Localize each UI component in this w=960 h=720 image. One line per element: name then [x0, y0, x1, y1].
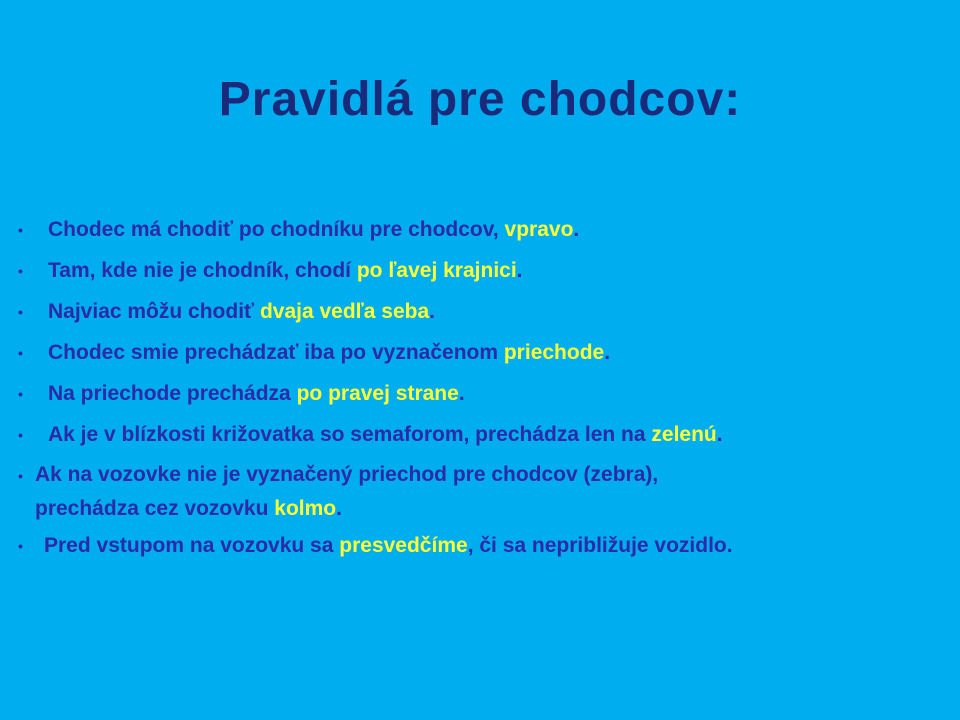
bullet-highlight: po pravej strane	[296, 382, 459, 405]
bullet-dot-icon: •	[18, 345, 23, 361]
bullet-dot-icon: •	[18, 386, 23, 402]
bullet-text-end: , či sa nepribližuje vozidlo.	[467, 534, 733, 557]
bullet-text-part: Tam, kde nie je chodník, chodí	[48, 259, 357, 282]
bullet-text	[44, 528, 733, 564]
bullet-highlight: zelenú	[651, 423, 717, 446]
bullet-item-2	[18, 253, 523, 289]
bullet-text	[48, 417, 723, 453]
bullet-text-part: Najviac môžu chodiť	[48, 300, 260, 323]
bullet-dot-icon: •	[18, 222, 23, 238]
bullet-text-line1: Ak na vozovke nie je vyznačený priechod pre chodcov (zebra),	[35, 463, 659, 486]
bullet-text-part: Chodec smie prechádzať iba po vyznačenom	[48, 341, 504, 364]
bullet-item-7	[18, 458, 658, 526]
bullet-highlight: vpravo	[504, 218, 574, 241]
bullet-dot-icon: •	[18, 538, 23, 554]
bullet-dot-icon: •	[18, 427, 23, 443]
bullet-text-end: .	[516, 259, 523, 282]
bullet-item-8	[18, 528, 733, 564]
bullet-item-5	[18, 376, 465, 412]
bullet-text-part: Pred vstupom na vozovku sa	[44, 534, 340, 557]
bullet-text-part: prechádza cez vozovku	[35, 497, 275, 520]
bullet-text-line2	[35, 492, 658, 526]
bullet-text	[48, 294, 435, 330]
bullet-highlight: priechode	[503, 341, 605, 364]
bullet-text	[48, 253, 523, 289]
bullet-text-part: Chodec má chodiť po chodníku pre chodcov,	[48, 218, 505, 241]
bullet-item-4	[18, 335, 610, 371]
bullet-text-end: .	[336, 497, 342, 520]
bullet-text	[48, 335, 610, 371]
slide-title: Pravidlá pre chodcov:	[218, 73, 742, 126]
bullet-item-3	[18, 294, 435, 330]
bullet-item-1	[18, 212, 579, 248]
bullet-text-part: Na priechode prechádza	[48, 382, 297, 405]
bullet-highlight: presvedčíme	[339, 534, 468, 557]
bullet-highlight: kolmo	[274, 497, 337, 520]
bullet-item-6	[18, 417, 723, 453]
bullet-text	[35, 458, 658, 526]
bullet-dot-icon: •	[18, 304, 23, 320]
bullet-text-part: Ak je v blízkosti križovatka so semaforom, prechádza len na	[48, 423, 652, 446]
bullet-text-end: .	[604, 341, 611, 364]
bullet-highlight: dvaja vedľa seba	[259, 300, 430, 323]
bullet-dot-icon: •	[18, 263, 23, 279]
bullet-text-end: .	[716, 423, 723, 446]
bullet-text-end: .	[573, 218, 580, 241]
bullet-text	[48, 212, 579, 248]
bullet-text-end: .	[429, 300, 435, 323]
bullet-text	[48, 376, 465, 412]
bullet-dot-icon: •	[18, 468, 23, 484]
bullet-highlight: po ľavej krajnici	[356, 259, 517, 282]
bullet-text-end: .	[458, 382, 465, 405]
